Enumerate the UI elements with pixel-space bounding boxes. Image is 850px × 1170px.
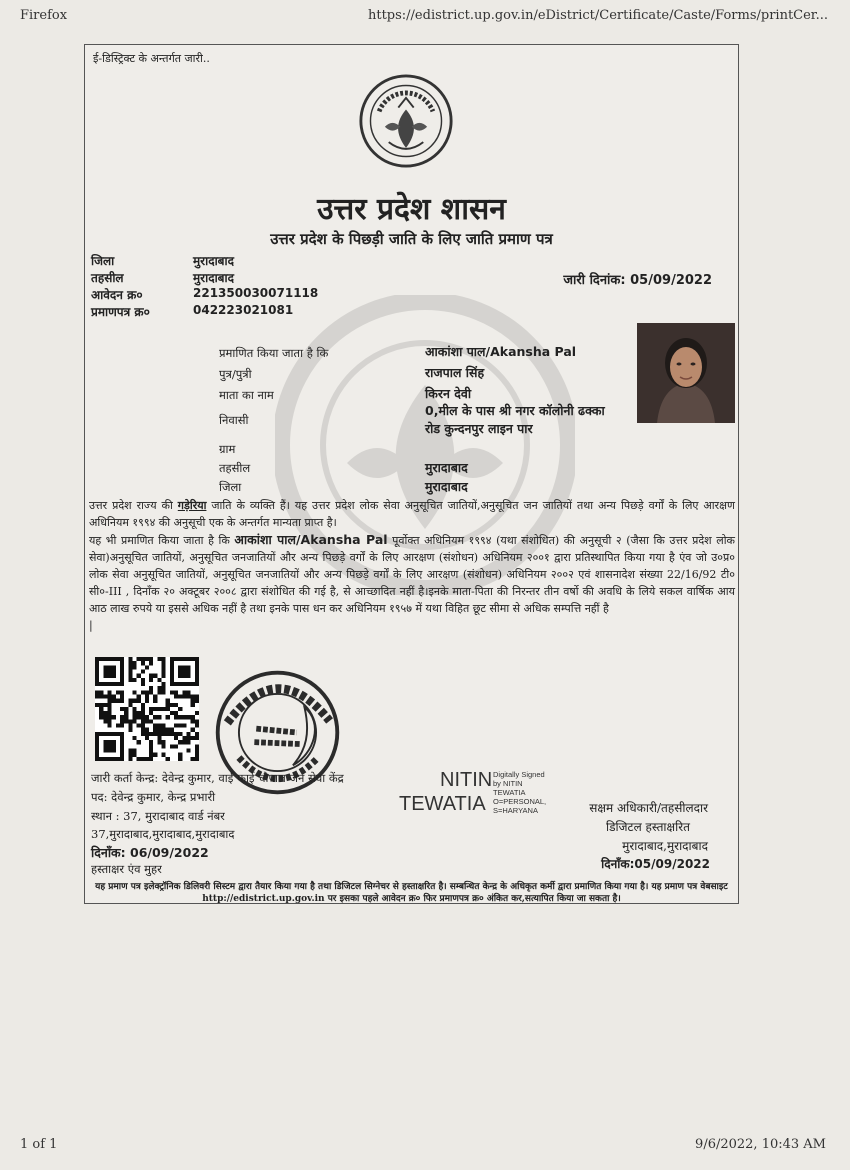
print-url: https://edistrict.up.gov.in/eDistrict/Certificate/Caste/Forms/printCer... (367, 8, 828, 23)
address-line2: रोड कुन्दनपुर लाइन पार (425, 421, 533, 436)
certificate-title: उत्तर प्रदेश के पिछड़ी जाति के लिए जाति प्रमाण पत्र (270, 230, 553, 248)
body-applicant-name: आकांशा पाल/Akansha Pal (234, 532, 388, 547)
print-timestamp: 9/6/2022, 10:43 AM (695, 1137, 826, 1152)
father-name: राजपाल सिंह (425, 365, 485, 380)
issue-date-label: जारी दिनांक: (563, 273, 626, 288)
issuing-place: स्थान : 37, मुरादाबाद वार्ड नंबर (91, 809, 225, 823)
district-value: मुरादाबाद (193, 254, 235, 268)
government-title: उत्तर प्रदेश शासन (317, 192, 506, 227)
issue-date-value: 05/09/2022 (630, 273, 712, 288)
issuing-center: जारी कर्ता केन्द्र: देवेन्द्र कुमार, वाई फाई चौपाल जन सेवा केंद्र (91, 771, 344, 785)
caste-name: गड़ेरिया (177, 499, 207, 512)
certificate-body (89, 497, 735, 634)
signer-state: S=HARYANA (493, 806, 538, 815)
issuing-post: पद: देवेन्द्र कुमार, केन्द्र प्रभारी (91, 790, 216, 804)
district-label: जिला (91, 254, 115, 268)
issuing-date: दिनाँक: 06/09/2022 (91, 845, 209, 860)
detail-district-label: जिला (219, 480, 242, 494)
detail-tehsil-label: तहसील (219, 461, 251, 475)
applicant-photo (637, 323, 735, 423)
signature-seal-label: हस्ताक्षर एंव मुहर (91, 862, 162, 876)
caste-certificate (84, 44, 739, 904)
signer-org: O=PERSONAL, (493, 797, 547, 806)
browser-title: Firefox (20, 8, 68, 23)
authority-digital-sign: डिजिटल हस्ताक्षरित (606, 820, 690, 834)
body-paragraph-2: यह भी प्रमाणित किया जाता है कि आकांशा पाल/Akansha Pal पूर्वोक्त अधिनियम १९९४ (यथा संशोधित) की अनुसूची २ (जैसा कि उत्तर प्रदेश लोक सेवा)अनुसूचित जातियों, अनुसूचित जनजातियों और अन्य पिछड़े वर्गों के लिए आरक्षण (संशोधन) अधिनियम २००१ द्वारा प्रतिस्थापित किया गया है एंव जो उ०प्र० लोक सेवा अनुसूचित जातियों, अनुसूचित जनजातियों और अन्य पिछड़े वर्गों के लिए आरक्षण (संशोधन) अधिनियम २००२ एवं शासनादेश संख्या 22/16/92 टी० सी०-III , दिनाँक २० अक्टूबर २००८ द्वारा संशोधित की गई है, से आच्छादित नहीं है।इनके माता-पिता की निरन्तर तीन वर्षो की अवधि के लिये सकल वार्षिक आय आठ लाख रुपये या इससे अधिक नहीं है तथा इनके पास धन कर अधिनियम १९५७ में यथा विहित छूट सीमा से अधिक सम्पत्ति नहीं है (89, 532, 735, 615)
issue-date (563, 270, 712, 288)
application-number: 221350030071118 (193, 286, 319, 300)
page-count: 1 of 1 (20, 1137, 58, 1152)
detail-tehsil: मुरादाबाद (425, 460, 468, 475)
authority-place: मुरादाबाद,मुरादाबाद (622, 839, 708, 853)
signed-by: by NITIN (493, 779, 523, 788)
application-label: आवेदन क्र० (91, 288, 143, 302)
authority-title: सक्षम अधिकारी/तहसीलदार (589, 801, 708, 815)
certified-label: प्रमाणित किया जाता है कि (219, 346, 329, 360)
detail-district: मुरादाबाद (425, 479, 468, 494)
signer-first-name: NITIN (440, 769, 493, 791)
mother-label: माता का नाम (219, 388, 274, 402)
certificate-number-label: प्रमाणपत्र क्र० (91, 305, 150, 319)
address-line1: 0,मील के पास श्री नगर कॉलोनी ढक्का (425, 403, 605, 418)
village-label: ग्राम (219, 442, 236, 456)
issuing-address: 37,मुरादाबाद,मुरादाबाद,मुरादाबाद (91, 827, 235, 841)
signer-last-name: TEWATIA (399, 793, 486, 815)
resident-label: निवासी (219, 413, 249, 427)
authority-date: दिनाँक:05/09/2022 (601, 857, 710, 871)
tehsil-label: तहसील (91, 271, 124, 285)
body-paragraph-end: | (89, 619, 93, 632)
tehsil-value: मुरादाबाद (193, 271, 235, 285)
mother-name: किरन देवी (425, 386, 472, 401)
digitally-signed-label: Digitally Signed (493, 770, 545, 779)
up-govt-emblem-icon (358, 73, 454, 169)
body-paragraph-1: उत्तर प्रदेश राज्य की गड़ेरिया जाति के व्यक्ति हैं। यह उत्तर प्रदेश लोक सेवा अनुसूचित जातियों,अनुसूचित जन जातियों तथा अन्य पिछड़े वर्गों के लिए आरक्षण अधिनियम १९९४ की अनुसूची एक के अन्तर्गत मान्यता प्राप्त है। (89, 499, 735, 529)
parent-label: पुत्र/पुत्री (219, 367, 252, 381)
qr-code (95, 657, 199, 761)
verification-note: यह प्रमाण पत्र इलेक्ट्रॉनिक डिलिवरी सिस्टम द्वारा तैयार किया गया है तथा डिजिटल सिग्नेचर से हस्ताक्षरित है। सम्बन्धित केन्द्र के अधिकृत कर्मी द्वारा प्रमाणित किया गया है। यह प्रमाण पत्र वेबसाइट http://edistrict.up.gov.in पर इसका पहले आवेदन क्र० फिर प्रमाणपत्र क्र० अंकित कर,सत्यापित किया जा सकता है। (95, 882, 728, 904)
issued-under-note: ई-डिस्ट्रिक्ट के अन्तर्गत जारी.. (93, 52, 210, 65)
certificate-number: 042223021081 (193, 303, 294, 317)
signed-by-last: TEWATIA (493, 788, 526, 797)
applicant-name: आकांशा पाल/Akansha Pal (425, 344, 577, 359)
digital-sign-details (493, 770, 546, 815)
